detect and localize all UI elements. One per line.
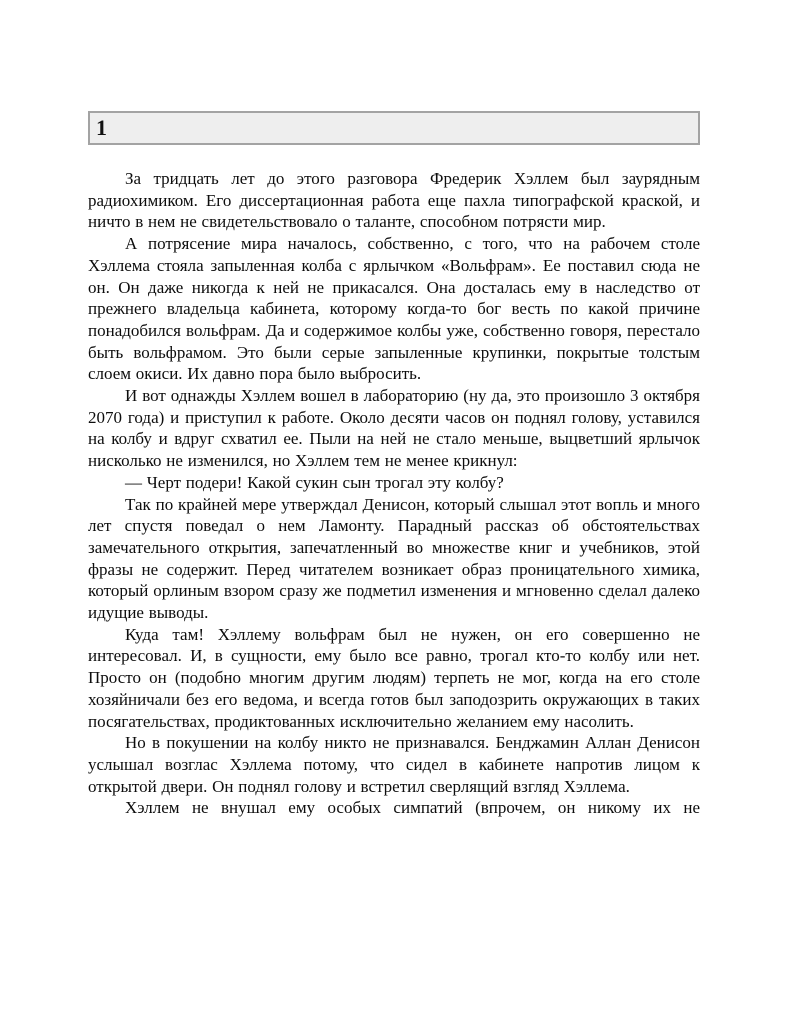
paragraph-dialogue: — Черт подери! Какой сукин сын трогал эту колбу?: [125, 472, 504, 492]
paragraph: Так по крайней мере утверждал Денисон, который слышал этот вопль и много лет спустя поведал о нем Ламонту. Парадный рассказ об обстоятельствах замечательного открытия, запечатленный во множестве книг и учебников, этой фразы не содержит. Перед читателем возникает образ проницательного химика, который орлиным взором сразу же подметил изменения и мгновенно сделал далеко идущие выводы.: [88, 494, 700, 623]
chapter-text: [88, 168, 700, 819]
paragraph: И вот однажды Хэллем вошел в лабораторию (ну да, это произошло 3 октября 2070 года) и приступил к работе. Около десяти часов он поднял голову, уставился на колбу и вдруг схватил ее. Пыли на ней не стало меньше, выцветший ярлычок нисколько не изменился, но Хэллем тем не менее крикнул:: [88, 386, 700, 471]
chapter-heading: [88, 111, 700, 145]
paragraph: За тридцать лет до этого разговора Фредерик Хэллем был заурядным радиохимиком. Его диссертационная работа еще пахла типографской краской, и ничто в нем не свидетельствовало о таланте, способном потрясти мир.: [88, 169, 700, 232]
paragraph: Куда там! Хэллему вольфрам был не нужен, он его совершенно не интересовал. И, в сущности, ему было все равно, трогал кто-то колбу или нет. Просто он (подобно многим другим людям) терпеть не мог, когда на его столе хозяйничали без его ведома, и всегда готов был заподозрить окружающих в таких посягательствах, продиктованных исключительно желанием ему насолить.: [88, 624, 700, 731]
paragraph: Хэллем не внушал ему особых симпатий (впрочем, он никому их не: [125, 798, 700, 818]
chapter-number: 1: [96, 115, 107, 140]
paragraph: А потрясение мира началось, собственно, с того, что на рабочем столе Хэллема стояла запыленная колба с ярлычком «Вольфрам». Ее поставил сюда не он. Он даже никогда к ней не прикасался. Она досталась ему в наследство от прежнего владельца кабинета, которому когда-то бог весть по какой причине понадобился вольфрам. Да и содержимое колбы уже, собственно говоря, перестало быть вольфрамом. Это были серые запыленные крупинки, покрытые толстым слоем окиси. Их давно пора было выбросить.: [88, 234, 700, 384]
paragraph: Но в покушении на колбу никто не признавался. Бенджамин Аллан Денисон услышал возглас Хэллема потому, что сидел в кабинете напротив лицом к открытой двери. Он поднял голову и встретил сверлящий взгляд Хэллема.: [88, 733, 700, 796]
page-content: [88, 111, 700, 819]
